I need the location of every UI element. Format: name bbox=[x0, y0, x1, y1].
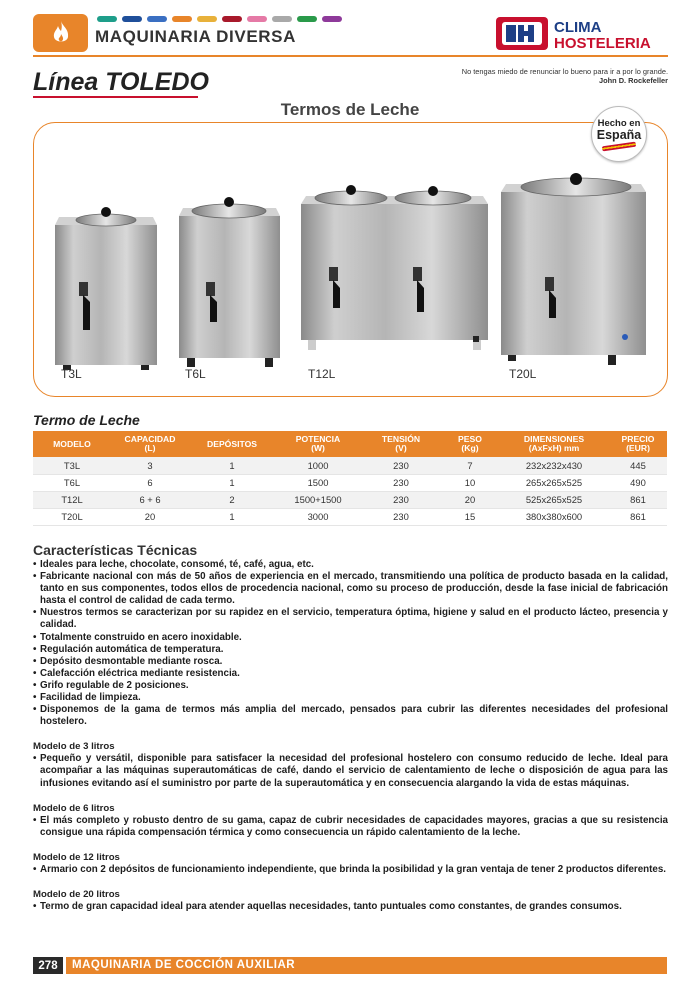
cell-tanks: 2 bbox=[189, 491, 275, 508]
column-header: DIMENSIONES (AxFxH) mm bbox=[499, 431, 609, 457]
list-item: • Regulación automática de temperatura. bbox=[33, 644, 668, 656]
logo-line2: HOSTELERIA bbox=[554, 35, 651, 52]
table-row bbox=[33, 508, 667, 525]
section-title: MAQUINARIA DIVERSA bbox=[95, 27, 296, 46]
model-title: Modelo de 20 litros bbox=[33, 888, 120, 900]
product-label: T20L bbox=[509, 367, 537, 381]
made-in-spain-badge bbox=[591, 106, 647, 162]
title-underline bbox=[33, 96, 198, 98]
cell-tanks: 1 bbox=[189, 508, 275, 525]
cell-dimensions: 525x265x525 bbox=[499, 491, 609, 508]
cell-price: 861 bbox=[609, 491, 667, 508]
product-images bbox=[33, 122, 668, 397]
quote bbox=[462, 67, 668, 85]
model-description: • Termo de gran capacidad ideal para atender aquellas necesidades, tanto puntuales como constantes, de grandes consumos. bbox=[33, 901, 668, 913]
model-title: Modelo de 12 litros bbox=[33, 851, 120, 863]
table-header-row bbox=[33, 431, 667, 457]
model-description: • Armario con 2 depósitos de funcionamiento independiente, que brinda la posibilidad y la gran ventaja de tener 2 productos diferentes. bbox=[33, 864, 668, 876]
model-12l-section bbox=[33, 852, 668, 876]
cell-tanks: 1 bbox=[189, 457, 275, 474]
color-swatch bbox=[272, 16, 292, 22]
cell-voltage: 230 bbox=[361, 491, 441, 508]
characteristics-title: Características Técnicas bbox=[33, 542, 198, 558]
cell-model: T6L bbox=[33, 474, 111, 491]
color-swatch bbox=[247, 16, 267, 22]
badge-line1: Hecho en bbox=[597, 118, 641, 129]
list-item: • Disponemos de la gama de termos más amplia del mercado, pensados para cubrir las diferentes necesidades del profesional hostelero. bbox=[33, 704, 668, 728]
product-t6l-image bbox=[179, 197, 280, 367]
spain-flag-icon bbox=[602, 142, 636, 152]
cell-model: T20L bbox=[33, 508, 111, 525]
page-subtitle: Termos de Leche bbox=[280, 100, 420, 119]
column-header: TENSIÓN (V) bbox=[361, 431, 441, 457]
color-swatch bbox=[222, 16, 242, 22]
footer-section-title: MAQUINARIA DE COCCIÓN AUXILIAR bbox=[66, 957, 667, 974]
cell-capacity: 6 bbox=[111, 474, 189, 491]
list-item: • Facilidad de limpieza. bbox=[33, 692, 668, 704]
category-color-strip bbox=[97, 16, 342, 22]
flame-icon-box bbox=[33, 14, 88, 52]
list-item: • Depósito desmontable mediante rosca. bbox=[33, 656, 668, 668]
cell-dimensions: 232x232x430 bbox=[499, 457, 609, 474]
model-title: Modelo de 6 litros bbox=[33, 802, 115, 814]
product-label: T12L bbox=[308, 367, 336, 381]
cell-weight: 20 bbox=[441, 491, 499, 508]
model-description: • Pequeño y versátil, disponible para satisfacer la necesidad del profesional hostelero con consumo reducido de leche. Ideal para acompañar a las máquinas superautomáticas de café, dando el servicio de calentamiento de leche o disposición de agua para las infusiones evitando así el suministro por parte de la superautomática y en consecuencia alargando la vida de estas máquinas. bbox=[33, 753, 668, 789]
column-header: MODELO bbox=[33, 431, 111, 457]
table-row bbox=[33, 491, 667, 508]
characteristics-list bbox=[33, 559, 668, 728]
cell-power: 1000 bbox=[275, 457, 361, 474]
color-swatch bbox=[322, 16, 342, 22]
line-title: Línea TOLEDO bbox=[33, 68, 209, 96]
list-item: • Fabricante nacional con más de 50 años de experiencia en el mercado, transmitiendo una política de producto basada en la calidad, tanto en sus componentes, todos ellos de procedencia nacional, como su proceso de producción, desde la fase inicial de fabricación hasta el control de calidad de cada termo. bbox=[33, 571, 668, 607]
quote-text: No tengas miedo de renunciar lo bueno para ir a por lo grande. bbox=[461, 67, 668, 76]
cell-voltage: 230 bbox=[361, 457, 441, 474]
list-item: • Totalmente construido en acero inoxidable. bbox=[33, 632, 668, 644]
cell-power: 3000 bbox=[275, 508, 361, 525]
column-header: POTENCIA (W) bbox=[275, 431, 361, 457]
list-item: • Calefacción eléctrica mediante resistencia. bbox=[33, 668, 668, 680]
cell-model: T3L bbox=[33, 457, 111, 474]
cell-model: T12L bbox=[33, 491, 111, 508]
column-header: DEPÓSITOS bbox=[189, 431, 275, 457]
color-swatch bbox=[122, 16, 142, 22]
color-swatch bbox=[197, 16, 217, 22]
logo-line1: CLIMA bbox=[554, 19, 602, 36]
model-6l-section bbox=[33, 803, 668, 839]
model-20l-section bbox=[33, 889, 668, 913]
table-row bbox=[33, 457, 667, 474]
cell-power: 1500+1500 bbox=[275, 491, 361, 508]
product-t3l-image bbox=[55, 207, 157, 370]
brand-logo bbox=[494, 14, 669, 54]
cell-voltage: 230 bbox=[361, 474, 441, 491]
cell-power: 1500 bbox=[275, 474, 361, 491]
cell-dimensions: 265x265x525 bbox=[499, 474, 609, 491]
cell-dimensions: 380x380x600 bbox=[499, 508, 609, 525]
cell-capacity: 3 bbox=[111, 457, 189, 474]
cell-capacity: 20 bbox=[111, 508, 189, 525]
list-item: • Nuestros termos se caracterizan por su rapidez en el servicio, temperatura óptima, higiene y salud en el producto lácteo, presencia y calidad. bbox=[33, 607, 668, 631]
cell-weight: 10 bbox=[441, 474, 499, 491]
table-title: Termo de Leche bbox=[33, 412, 140, 428]
table-row bbox=[33, 474, 667, 491]
product-t12l-image bbox=[301, 185, 488, 350]
page-number: 278 bbox=[33, 957, 63, 974]
cell-voltage: 230 bbox=[361, 508, 441, 525]
cell-weight: 7 bbox=[441, 457, 499, 474]
cell-tanks: 1 bbox=[189, 474, 275, 491]
color-swatch bbox=[97, 16, 117, 22]
product-label: T3L bbox=[61, 367, 82, 381]
header-divider bbox=[33, 55, 668, 57]
list-item: • Ideales para leche, chocolate, consomé, té, café, agua, etc. bbox=[33, 559, 668, 571]
flame-icon bbox=[46, 18, 76, 48]
spec-table bbox=[33, 431, 667, 526]
model-description: • El más completo y robusto dentro de su gama, capaz de cubrir necesidades de capacidades mayores, gracias a que su resistencia consigue una rápida compensación térmica y como consecuencia un rápido calentamiento de la leche. bbox=[33, 815, 668, 839]
cell-price: 445 bbox=[609, 457, 667, 474]
color-swatch bbox=[172, 16, 192, 22]
column-header: PRECIO (EUR) bbox=[609, 431, 667, 457]
model-title: Modelo de 3 litros bbox=[33, 741, 115, 753]
list-item: • Grifo regulable de 2 posiciones. bbox=[33, 680, 668, 692]
column-header: PESO (Kg) bbox=[441, 431, 499, 457]
color-swatch bbox=[147, 16, 167, 22]
cell-price: 490 bbox=[609, 474, 667, 491]
column-header: CAPACIDAD (L) bbox=[111, 431, 189, 457]
model-3l-section bbox=[33, 741, 668, 789]
product-t20l-image bbox=[501, 173, 646, 365]
characteristics-section bbox=[33, 542, 668, 913]
cell-capacity: 6 + 6 bbox=[111, 491, 189, 508]
color-swatch bbox=[297, 16, 317, 22]
product-label: T6L bbox=[185, 367, 206, 381]
quote-author: John D. Rockefeller bbox=[599, 76, 668, 85]
badge-line2: España bbox=[596, 128, 642, 142]
cell-weight: 15 bbox=[441, 508, 499, 525]
cell-price: 861 bbox=[609, 508, 667, 525]
